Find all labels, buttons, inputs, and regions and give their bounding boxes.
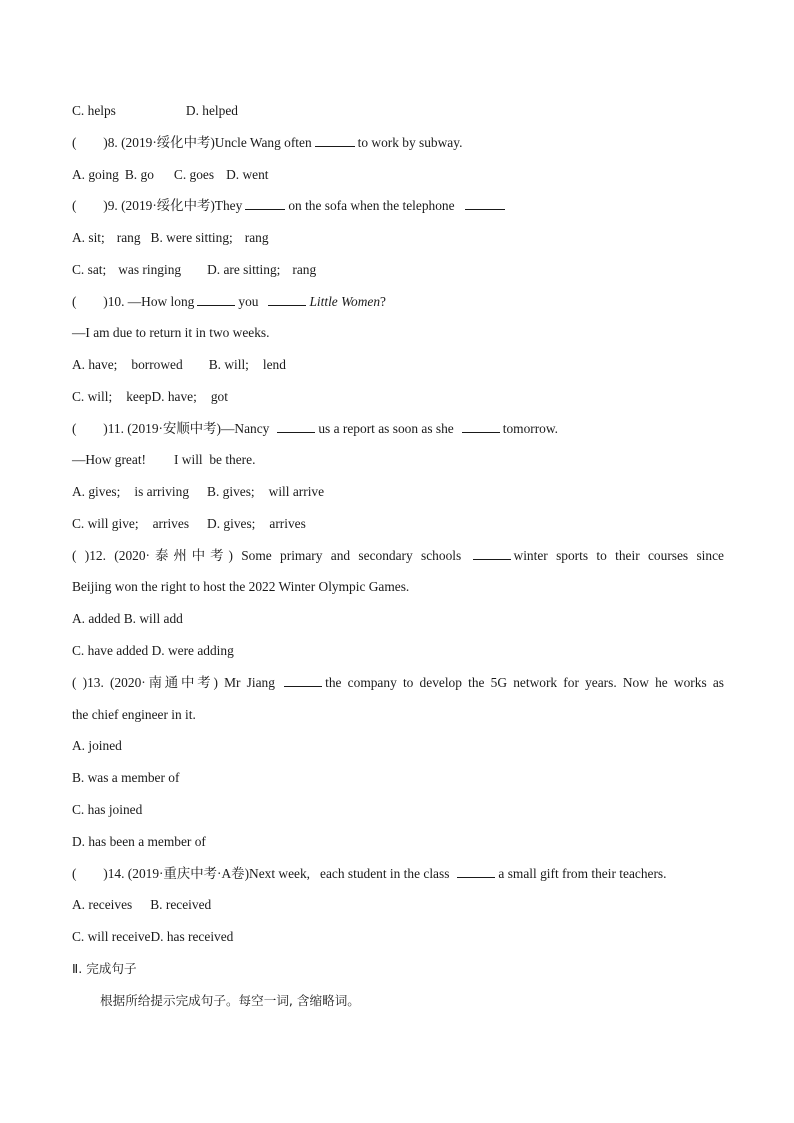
dialogue-line: —How great! I will be there. bbox=[72, 452, 256, 467]
question-9: ( )9. (2019·绥化中考)They on the sofa when the telephone bbox=[72, 197, 724, 215]
question-8: ( )8. (2019·绥化中考)Uncle Wang often to work by subway. bbox=[72, 135, 463, 150]
question-10: ( )10. —How long you Little Women? bbox=[72, 294, 386, 309]
question-13-continued: the chief engineer in it. bbox=[72, 707, 196, 722]
question-14: ( )14. (2019·重庆中考·A卷)Next week, each student in the class a small gift from their teachers. bbox=[72, 866, 667, 881]
options-line: C. will receiveD. has received bbox=[72, 929, 234, 944]
section-heading: Ⅱ. 完成句子 bbox=[72, 961, 137, 976]
answer-blank[interactable] bbox=[315, 134, 355, 147]
question-13: ( )13. (2020·南通中考) Mr Jiang the company to develop the 5G network for years. Now he works as bbox=[72, 675, 724, 690]
options-line: C. sat; was ringing D. are sitting; rang bbox=[72, 262, 317, 277]
answer-blank[interactable] bbox=[268, 293, 306, 306]
answer-blank[interactable] bbox=[465, 197, 505, 210]
answer-blank[interactable] bbox=[462, 420, 500, 433]
answer-blank[interactable] bbox=[197, 293, 235, 306]
question-12: ( )12. (2020·泰州中考) Some primary and secondary schools winter sports to their courses since bbox=[72, 548, 724, 563]
options-line: A. have; borrowed B. will; lend bbox=[72, 357, 286, 372]
options-line: A. added B. will add bbox=[72, 611, 183, 626]
answer-blank[interactable] bbox=[245, 197, 285, 210]
options-line: A. sit; rang B. were sitting; rang bbox=[72, 230, 269, 245]
options-line: A. gives; is arriving B. gives; will arrive bbox=[72, 484, 325, 499]
question-11: ( )11. (2019·安顺中考)—Nancy us a report as soon as she tomorrow. bbox=[72, 421, 559, 436]
question-12-continued: Beijing won the right to host the 2022 Winter Olympic Games. bbox=[72, 579, 410, 594]
option-d: D. has been a member of bbox=[72, 834, 206, 849]
options-line: C. helps D. helped bbox=[72, 103, 238, 118]
options-line: C. will; keepD. have; got bbox=[72, 389, 228, 404]
options-line: C. will give; arrives D. gives; arrives bbox=[72, 516, 306, 531]
answer-blank[interactable] bbox=[277, 420, 315, 433]
options-line: C. have added D. were adding bbox=[72, 643, 234, 658]
options-line: A. receives B. received bbox=[72, 897, 212, 912]
options-line: A. going B. go C. goes D. went bbox=[72, 167, 269, 182]
answer-blank[interactable] bbox=[284, 674, 322, 687]
answer-blank[interactable] bbox=[473, 547, 511, 560]
option-a: A. joined bbox=[72, 738, 122, 753]
answer-blank[interactable] bbox=[457, 865, 495, 878]
option-b: B. was a member of bbox=[72, 770, 180, 785]
dialogue-line: —I am due to return it in two weeks. bbox=[72, 325, 270, 340]
option-c: C. has joined bbox=[72, 802, 143, 817]
section-instruction: 根据所给提示完成句子。每空一词, 含缩略词。 bbox=[100, 993, 360, 1008]
